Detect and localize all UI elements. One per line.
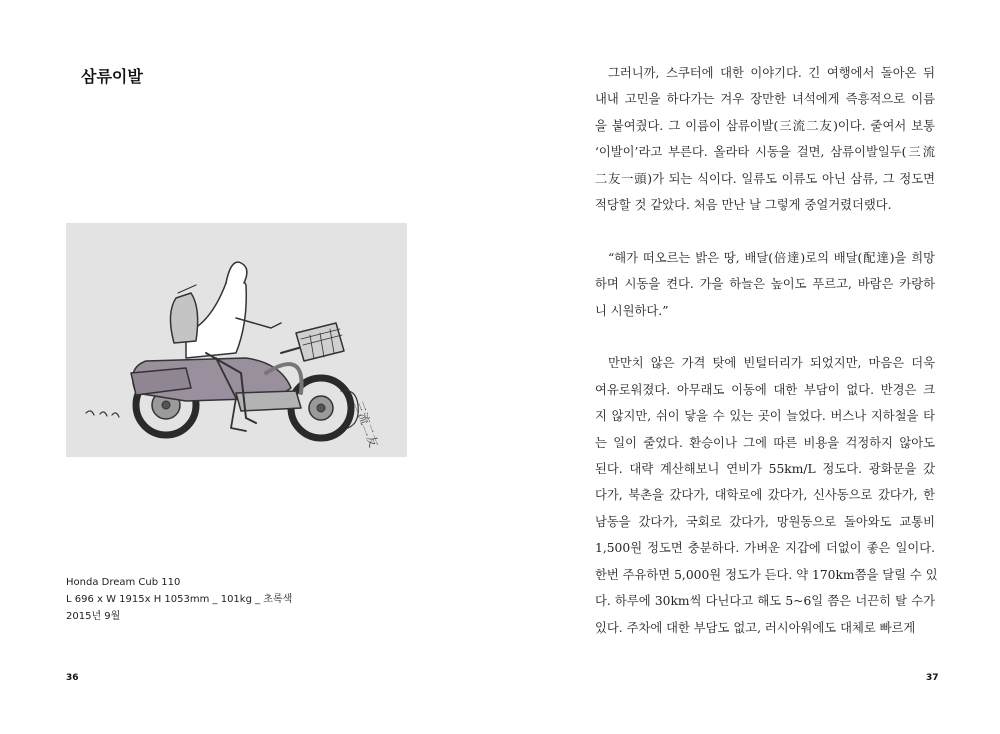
- page-title: 삼류이발: [81, 67, 143, 86]
- illustration-scribble: 三流二友: [351, 399, 381, 450]
- text-line: 적당할 것 같았다. 처음 만난 날 그렇게 중얼거렸더랬다.: [595, 198, 892, 213]
- right-page: [500, 0, 1000, 734]
- text-line: “해가 떠오르는 밝은 땅, 배달(倍達)로의 배달(配達)을 희망: [608, 250, 935, 265]
- text-line: 을 붙여줬다. 그 이름이 삼류이발(三流二友)이다. 줄여서 보통: [595, 118, 935, 133]
- text-line: 여유로워졌다. 아무래도 이동에 대한 부담이 없다. 반경은 크: [595, 382, 935, 397]
- text-line: 지 않지만, 쉬이 닿을 수 있는 곳이 늘었다. 버스나 지하철을 타: [595, 409, 935, 424]
- text-line: 있다. 주차에 대한 부담도 없고, 러시아워에도 대체로 빠르게: [595, 620, 916, 635]
- caption-date: 2015년 9월: [66, 611, 121, 622]
- text-line: 된다. 대략 계산해보니 연비가 55km/L 정도다. 광화문을 갔: [595, 462, 935, 477]
- text-line: 다가, 북촌을 갔다가, 대학로에 갔다가, 신사동으로 갔다가, 한: [595, 488, 935, 503]
- figure-caption: [66, 574, 292, 625]
- caption-model: Honda Dream Cub 110: [66, 577, 181, 588]
- caption-specs: L 696 x W 1915x H 1053mm _ 101kg _ 초록색: [66, 594, 293, 605]
- text-line: 1,500원 정도면 충분하다. 가벼운 지갑에 더없이 좋은 일이다.: [595, 541, 935, 556]
- page-number-right: 37: [926, 673, 939, 683]
- text-line: 다. 하루에 30km씩 다닌다고 해도 5~6일 쯤은 너끈히 탈 수가: [595, 594, 935, 609]
- body-text: [595, 60, 938, 641]
- paragraph: [595, 245, 935, 324]
- text-line: 二友一頭)가 되는 식이다. 일류도 이류도 아닌 삼류, 그 정도면: [595, 171, 935, 186]
- paragraph: [595, 60, 935, 218]
- text-line: 내내 고민을 하다가는 겨우 장만한 녀석에게 즉흥적으로 이름: [595, 92, 935, 107]
- text-line: ‘이발이’라고 부른다. 올라타 시동을 걸면, 삼류이발일두(三流: [595, 145, 935, 160]
- text-line: 니 시원하다.”: [595, 303, 669, 318]
- text-line: 는 일이 줄었다. 환승이나 그에 따른 비용을 걱정하지 않아도: [595, 435, 935, 450]
- paragraph: [595, 350, 938, 640]
- text-line: 그러니까, 스쿠터에 대한 이야기다. 긴 여행에서 돌아온 뒤: [608, 66, 935, 80]
- scooter-illustration: [66, 223, 407, 457]
- text-line: 남동을 갔다가, 국회로 갔다가, 망원동으로 돌아와도 교통비: [595, 514, 935, 529]
- text-line: 만만치 않은 가격 탓에 빈털터리가 되었지만, 마음은 더욱: [608, 356, 935, 371]
- text-line: 하며 시동을 켠다. 가을 하늘은 높이도 푸르고, 바람은 카랑하: [595, 277, 935, 292]
- page-number-left: 36: [66, 673, 79, 683]
- text-line: 한번 주유하면 5,000원 정도가 든다. 약 170km쯤을 달릴 수 있: [595, 567, 938, 582]
